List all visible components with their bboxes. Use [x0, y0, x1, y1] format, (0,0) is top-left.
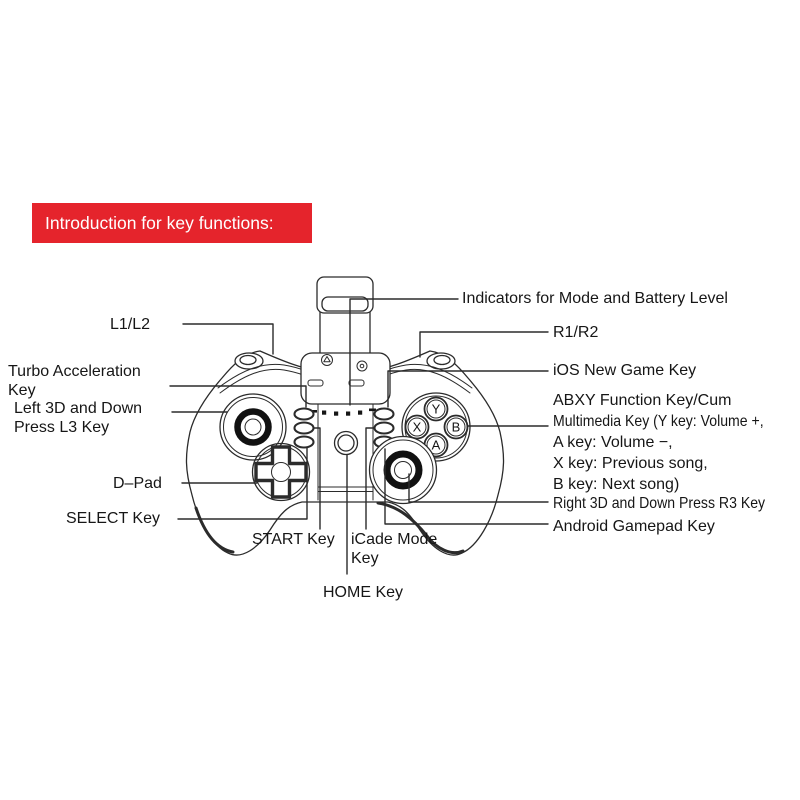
label-android: Android Gamepad Key: [553, 518, 715, 535]
label-l1-l2: L1/L2: [110, 316, 151, 333]
start-button: [295, 423, 314, 434]
label-abxy-block: [553, 390, 792, 495]
a-button-letter: A: [431, 437, 441, 453]
label-abxy-line4: X key: Previous song,: [553, 455, 708, 472]
leader-l1-l2: [183, 324, 273, 354]
label-r1-r2: R1/R2: [553, 324, 599, 341]
right-analog-stick: [370, 437, 437, 504]
section-banner-text: Introduction for key functions:: [45, 212, 274, 233]
ios-new-game-button: [375, 409, 394, 420]
x-button-letter: X: [412, 419, 422, 435]
turbo-button: [295, 409, 314, 420]
label-start: START Key: [252, 531, 335, 548]
label-abxy-line5: B key: Next song): [553, 476, 680, 493]
label-abxy-line1: ABXY Function Key/Cum: [553, 392, 732, 409]
y-button-letter: Y: [431, 401, 441, 417]
label-home: HOME Key: [323, 584, 404, 601]
label-right-3d: Right 3D and Down Press R3 Key: [553, 495, 766, 512]
select-button: [295, 437, 314, 448]
b-button-letter: B: [451, 419, 461, 435]
label-left-3d: Left 3D and Down Press L3 Key: [14, 400, 143, 436]
icade-mode-button: [375, 423, 394, 434]
label-indicators: Indicators for Mode and Battery Level: [462, 290, 728, 307]
label-abxy-line3: A key: Volume −,: [553, 434, 673, 451]
label-select: SELECT Key: [66, 510, 160, 527]
label-abxy-line2: Multimedia Key (Y key: Volume +,: [553, 413, 764, 430]
d-pad: [253, 444, 310, 501]
label-turbo: Turbo Acceleration Key: [8, 363, 141, 399]
label-ios-new-game: iOS New Game Key: [553, 362, 697, 379]
label-icade: iCade Mode Key: [351, 531, 438, 567]
label-dpad: D–Pad: [113, 475, 162, 492]
phone-clamp: [301, 353, 390, 404]
